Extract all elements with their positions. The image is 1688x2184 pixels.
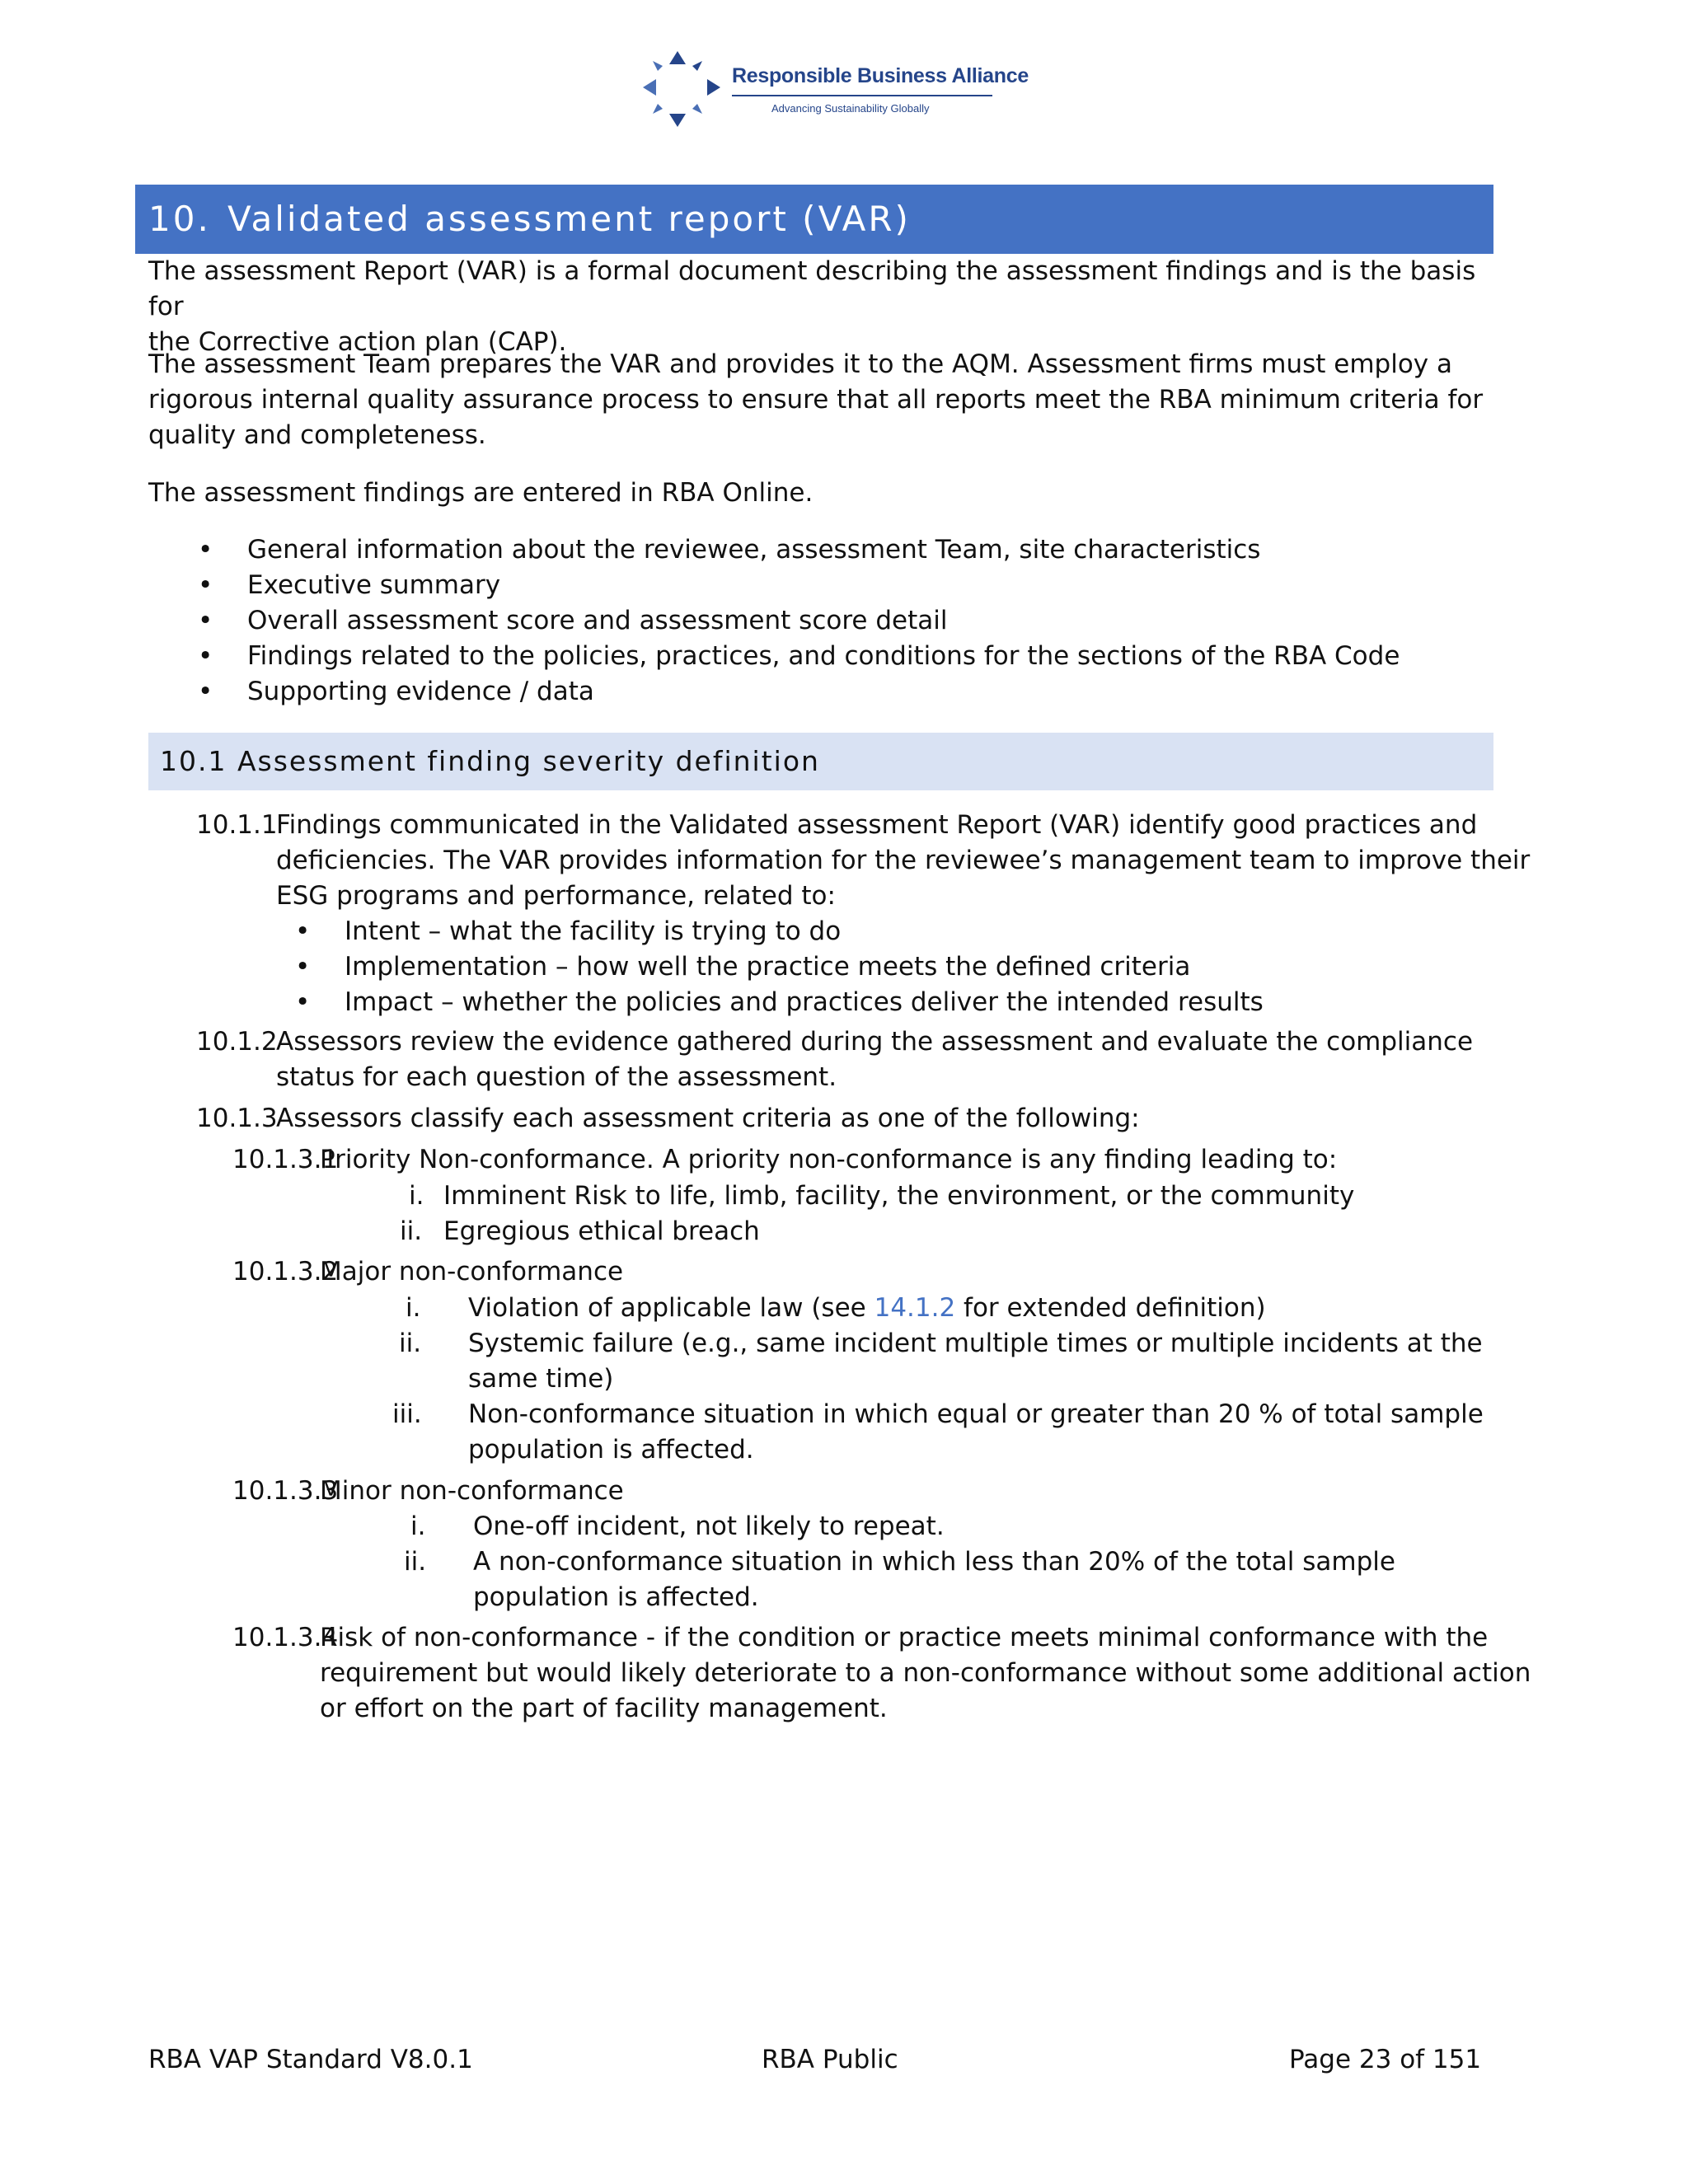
footer-page-number: Page 23 of 151: [1289, 2045, 1482, 2074]
list-item: population is affected.: [473, 1582, 759, 1612]
subsection-heading: 10.1 Assessment finding severity definition: [148, 733, 1493, 790]
section-number: 10.: [148, 199, 211, 239]
clause-number: 10.1.3: [196, 1104, 278, 1133]
list-item: same time): [468, 1364, 614, 1394]
item-marker: ii.: [400, 1216, 423, 1246]
logo-divider: [732, 95, 992, 96]
clause-number: 10.1.1: [196, 810, 278, 840]
list-item: population is affected.: [468, 1435, 754, 1465]
clause-text: Assessors review the evidence gathered during the assessment and evaluate the compliance: [276, 1027, 1474, 1057]
logo-arrows-icon: [640, 48, 730, 132]
footer-document-title: RBA VAP Standard V8.0.1: [148, 2045, 473, 2074]
intro-bullet-list: [148, 532, 1400, 710]
item-marker: i.: [406, 1293, 421, 1323]
logo-tagline: Advancing Sustainability Globally: [771, 102, 930, 115]
clause-text: requirement but would likely deteriorate to a non-conformance without some additional action: [320, 1658, 1531, 1688]
list-item: • Supporting evidence / data: [148, 674, 1400, 710]
rba-logo: [640, 48, 1029, 132]
clause-text: ESG programs and performance, related to:: [276, 881, 836, 911]
list-item: Violation of applicable law (see 14.1.2 for extended definition): [468, 1293, 1266, 1323]
bullet-icon: •: [295, 952, 311, 982]
clause-text: status for each question of the assessment.: [276, 1062, 837, 1092]
list-item: Egregious ethical breach: [443, 1216, 760, 1246]
clause-number: 10.1.3.4: [232, 1623, 339, 1652]
clause-number: 10.1.2: [196, 1027, 278, 1057]
clause-text: Findings communicated in the Validated assessment Report (VAR) identify good practices and: [276, 810, 1478, 840]
bullet-icon: •: [295, 916, 311, 946]
clause-number: 10.1.3.2: [232, 1257, 339, 1286]
list-item: • General information about the reviewee, assessment Team, site characteristics: [148, 532, 1400, 568]
item-marker: ii.: [404, 1547, 427, 1577]
clause-text: deficiencies. The VAR provides information for the reviewee’s management team to improve their: [276, 846, 1531, 875]
list-item: Impact – whether the policies and practices deliver the intended results: [345, 987, 1264, 1017]
section-heading: [135, 185, 1493, 254]
list-item: • Overall assessment score and assessment score detail: [148, 603, 1400, 639]
section-title: Validated assessment report (VAR): [227, 199, 911, 239]
clause-text: Risk of non-conformance - if the condition or practice meets minimal conformance with the: [320, 1623, 1489, 1652]
intro-paragraph-3: The assessment findings are entered in RBA Online.: [148, 478, 814, 508]
list-item: One-off incident, not likely to repeat.: [473, 1511, 945, 1541]
list-item: Implementation – how well the practice meets the defined criteria: [345, 952, 1191, 982]
list-item: • Executive summary: [148, 568, 1400, 603]
list-item: Non-conformance situation in which equal or greater than 20 % of total sample: [468, 1399, 1484, 1429]
cross-reference-link[interactable]: 14.1.2: [874, 1293, 956, 1323]
clause-text: or effort on the part of facility management.: [320, 1694, 888, 1723]
item-marker: ii.: [399, 1329, 422, 1358]
clause-text: Assessors classify each assessment criteria as one of the following:: [276, 1104, 1140, 1133]
footer-classification: RBA Public: [762, 2045, 898, 2074]
list-item: Imminent Risk to life, limb, facility, the environment, or the community: [443, 1181, 1355, 1211]
item-marker: i.: [409, 1181, 424, 1211]
clause-text: Major non-conformance: [320, 1257, 624, 1286]
list-item: • Findings related to the policies, practices, and conditions for the sections of the RBA Code: [148, 639, 1400, 674]
clause-number: 10.1.3.3: [232, 1476, 339, 1506]
list-item: Intent – what the facility is trying to do: [345, 916, 842, 946]
logo-name: Responsible Business Alliance: [732, 64, 1029, 87]
list-item: Systemic failure (e.g., same incident multiple times or multiple incidents at the: [468, 1329, 1483, 1358]
intro-paragraph-2: The assessment Team prepares the VAR and provides it to the AQM. Assessment firms must employ a rigorous internal quality assurance process to ensure that all reports meet the RBA minimum criteria for quality and completeness.: [148, 349, 1484, 450]
clause-number: 10.1.3.1: [232, 1145, 339, 1174]
list-item: A non-conformance situation in which less than 20% of the total sample: [473, 1547, 1395, 1577]
clause-text: Priority Non-conformance. A priority non-conformance is any finding leading to:: [320, 1145, 1338, 1174]
item-marker: i.: [410, 1511, 426, 1541]
item-marker: iii.: [392, 1399, 422, 1429]
intro-paragraph-1: The assessment Report (VAR) is a formal document describing the assessment findings and is the basis for the Corrective action plan (CAP).: [148, 256, 1476, 357]
clause-text: Minor non-conformance: [320, 1476, 624, 1506]
bullet-icon: •: [295, 987, 311, 1017]
